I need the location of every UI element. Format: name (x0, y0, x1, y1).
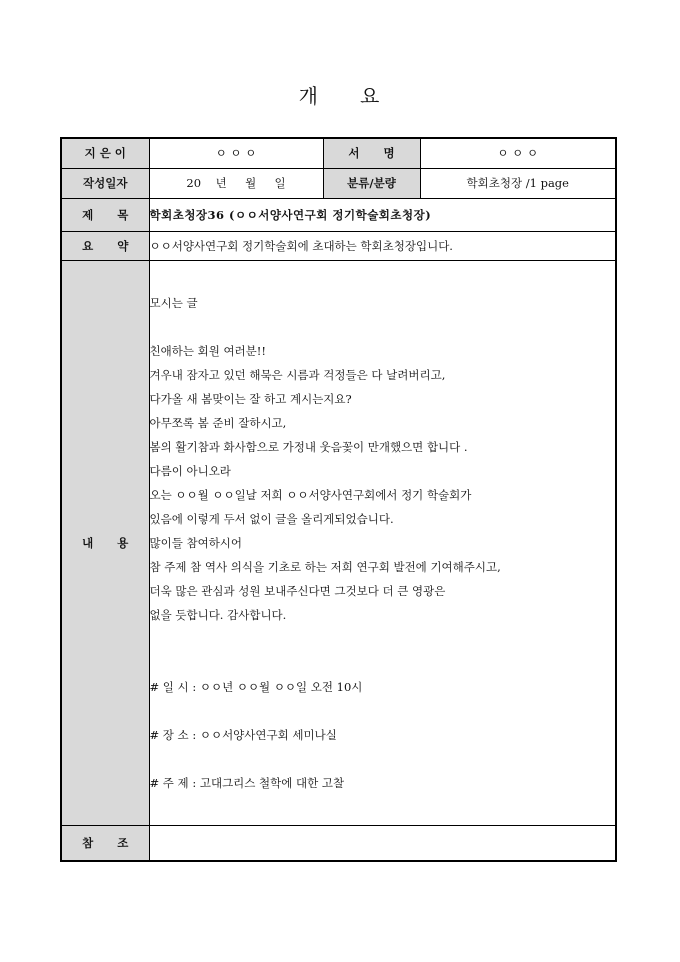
summary-value: ㅇㅇ서양사연구회 정기학술회에 초대하는 학회초청장입니다. (149, 231, 616, 260)
page-title-right: 요 (360, 84, 382, 108)
content-label: 내 용 (61, 260, 149, 825)
content-line: 많이들 참여하시어 (149, 535, 243, 550)
summary-row (61, 231, 616, 260)
content-line: 아무쪼록 봄 준비 잘하시고, (149, 415, 287, 430)
category-label: 분류/분량 (323, 168, 420, 198)
content-heading: 모시는 글 (149, 295, 198, 310)
content-line: 친애하는 회원 여러분!! (149, 343, 267, 358)
content-line: 오는 ㅇㅇ월 ㅇㅇ일날 저희 ㅇㅇ서양사연구회에서 정기 학술회가 (149, 487, 472, 502)
content-line: 겨우내 잠자고 있던 해묵은 시름과 걱정들은 다 날려버리고, (149, 367, 446, 382)
event-topic-line: # 주 제 : 고대그리스 철학에 대한 고찰 (149, 775, 345, 790)
content-line: 봄의 활기참과 화사함으로 가정내 웃음꽃이 만개했으면 합니다 . (149, 439, 468, 454)
reference-label: 참 조 (61, 825, 149, 861)
content-line: 참 주제 참 역사 의식을 기초로 하는 저희 연구회 발전에 기여해주시고, (149, 559, 501, 574)
reference-value (149, 825, 616, 861)
page-title (0, 80, 680, 109)
content-row (61, 260, 616, 825)
date-row (61, 168, 616, 198)
event-place-line: # 장 소 : ㅇㅇ서양사연구회 세미나실 (149, 727, 337, 742)
author-value: ㅇ ㅇ ㅇ (149, 138, 323, 168)
page-title-left: 개 (298, 84, 320, 108)
content-line: 다름이 아니오라 (149, 463, 231, 478)
reference-row (61, 825, 616, 861)
content-line: 다가올 새 봄맞이는 잘 하고 계시는지요? (149, 391, 352, 406)
date-value: 20 년 월 일 (149, 168, 323, 198)
event-date-line: # 일 시 : ㅇㅇ년 ㅇㅇ월 ㅇㅇ일 오전 10시 (149, 679, 363, 694)
subject-value: 학회초청장36 (ㅇㅇ서양사연구회 정기학술회초청장) (149, 198, 616, 231)
category-value: 학회초청장 /1 page (420, 168, 616, 198)
signature-value: ㅇ ㅇ ㅇ (420, 138, 616, 168)
content-body (149, 260, 616, 825)
summary-label: 요 약 (61, 231, 149, 260)
signature-label: 서 명 (323, 138, 420, 168)
content-line: 더욱 많은 관심과 성원 보내주신다면 그것보다 더 큰 영광은 (149, 583, 446, 598)
summary-table (60, 137, 617, 862)
content-line: 없을 듯합니다. 감사합니다. (149, 607, 287, 622)
subject-label: 제 목 (61, 198, 149, 231)
author-label: 지 은 이 (61, 138, 149, 168)
subject-row (61, 198, 616, 231)
content-line: 있음에 이렇게 두서 없이 글을 올리게되었습니다. (149, 511, 394, 526)
author-row (61, 138, 616, 168)
date-label: 작성일자 (61, 168, 149, 198)
